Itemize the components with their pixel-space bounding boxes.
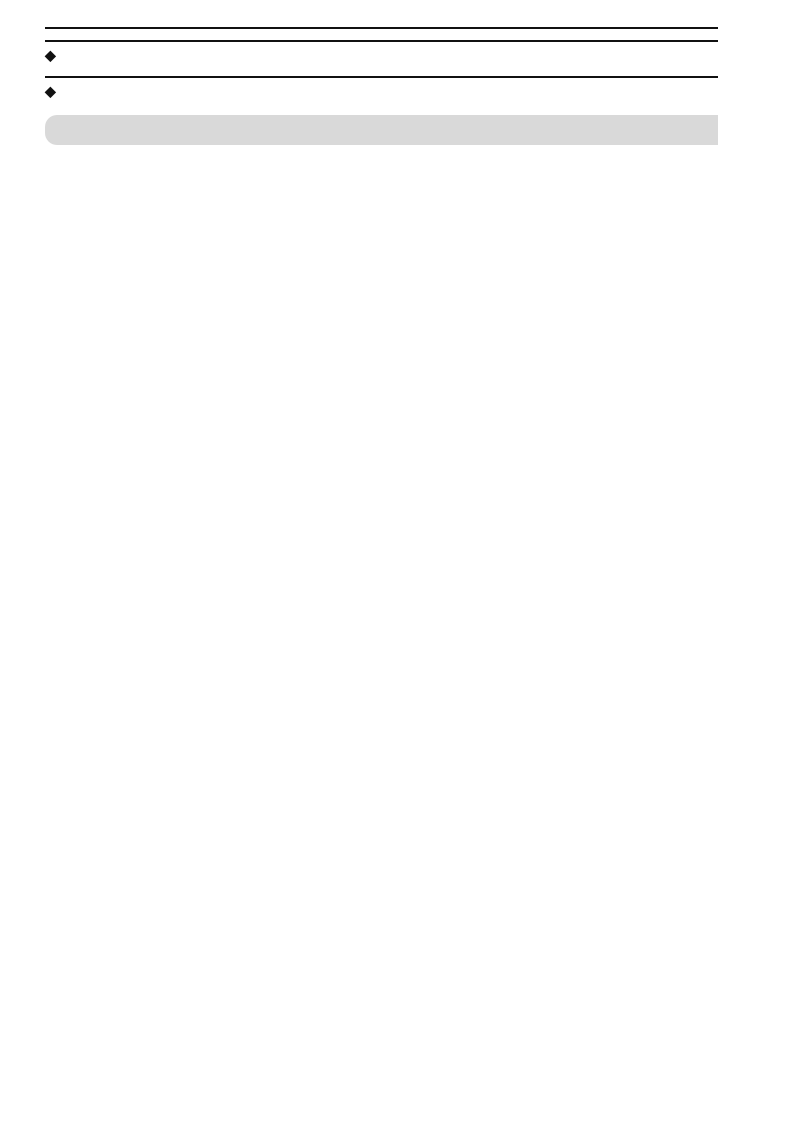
chapter-heading: [45, 115, 718, 145]
section-rule: [45, 40, 718, 42]
section-heading-garanzia: [45, 83, 718, 101]
document-page: [45, 24, 718, 152]
diamond-icon: ◆: [45, 47, 56, 63]
section-heading-uso: [45, 47, 718, 65]
section-rule: [45, 76, 718, 78]
running-header: [45, 24, 718, 29]
diamond-icon: ◆: [45, 83, 56, 99]
